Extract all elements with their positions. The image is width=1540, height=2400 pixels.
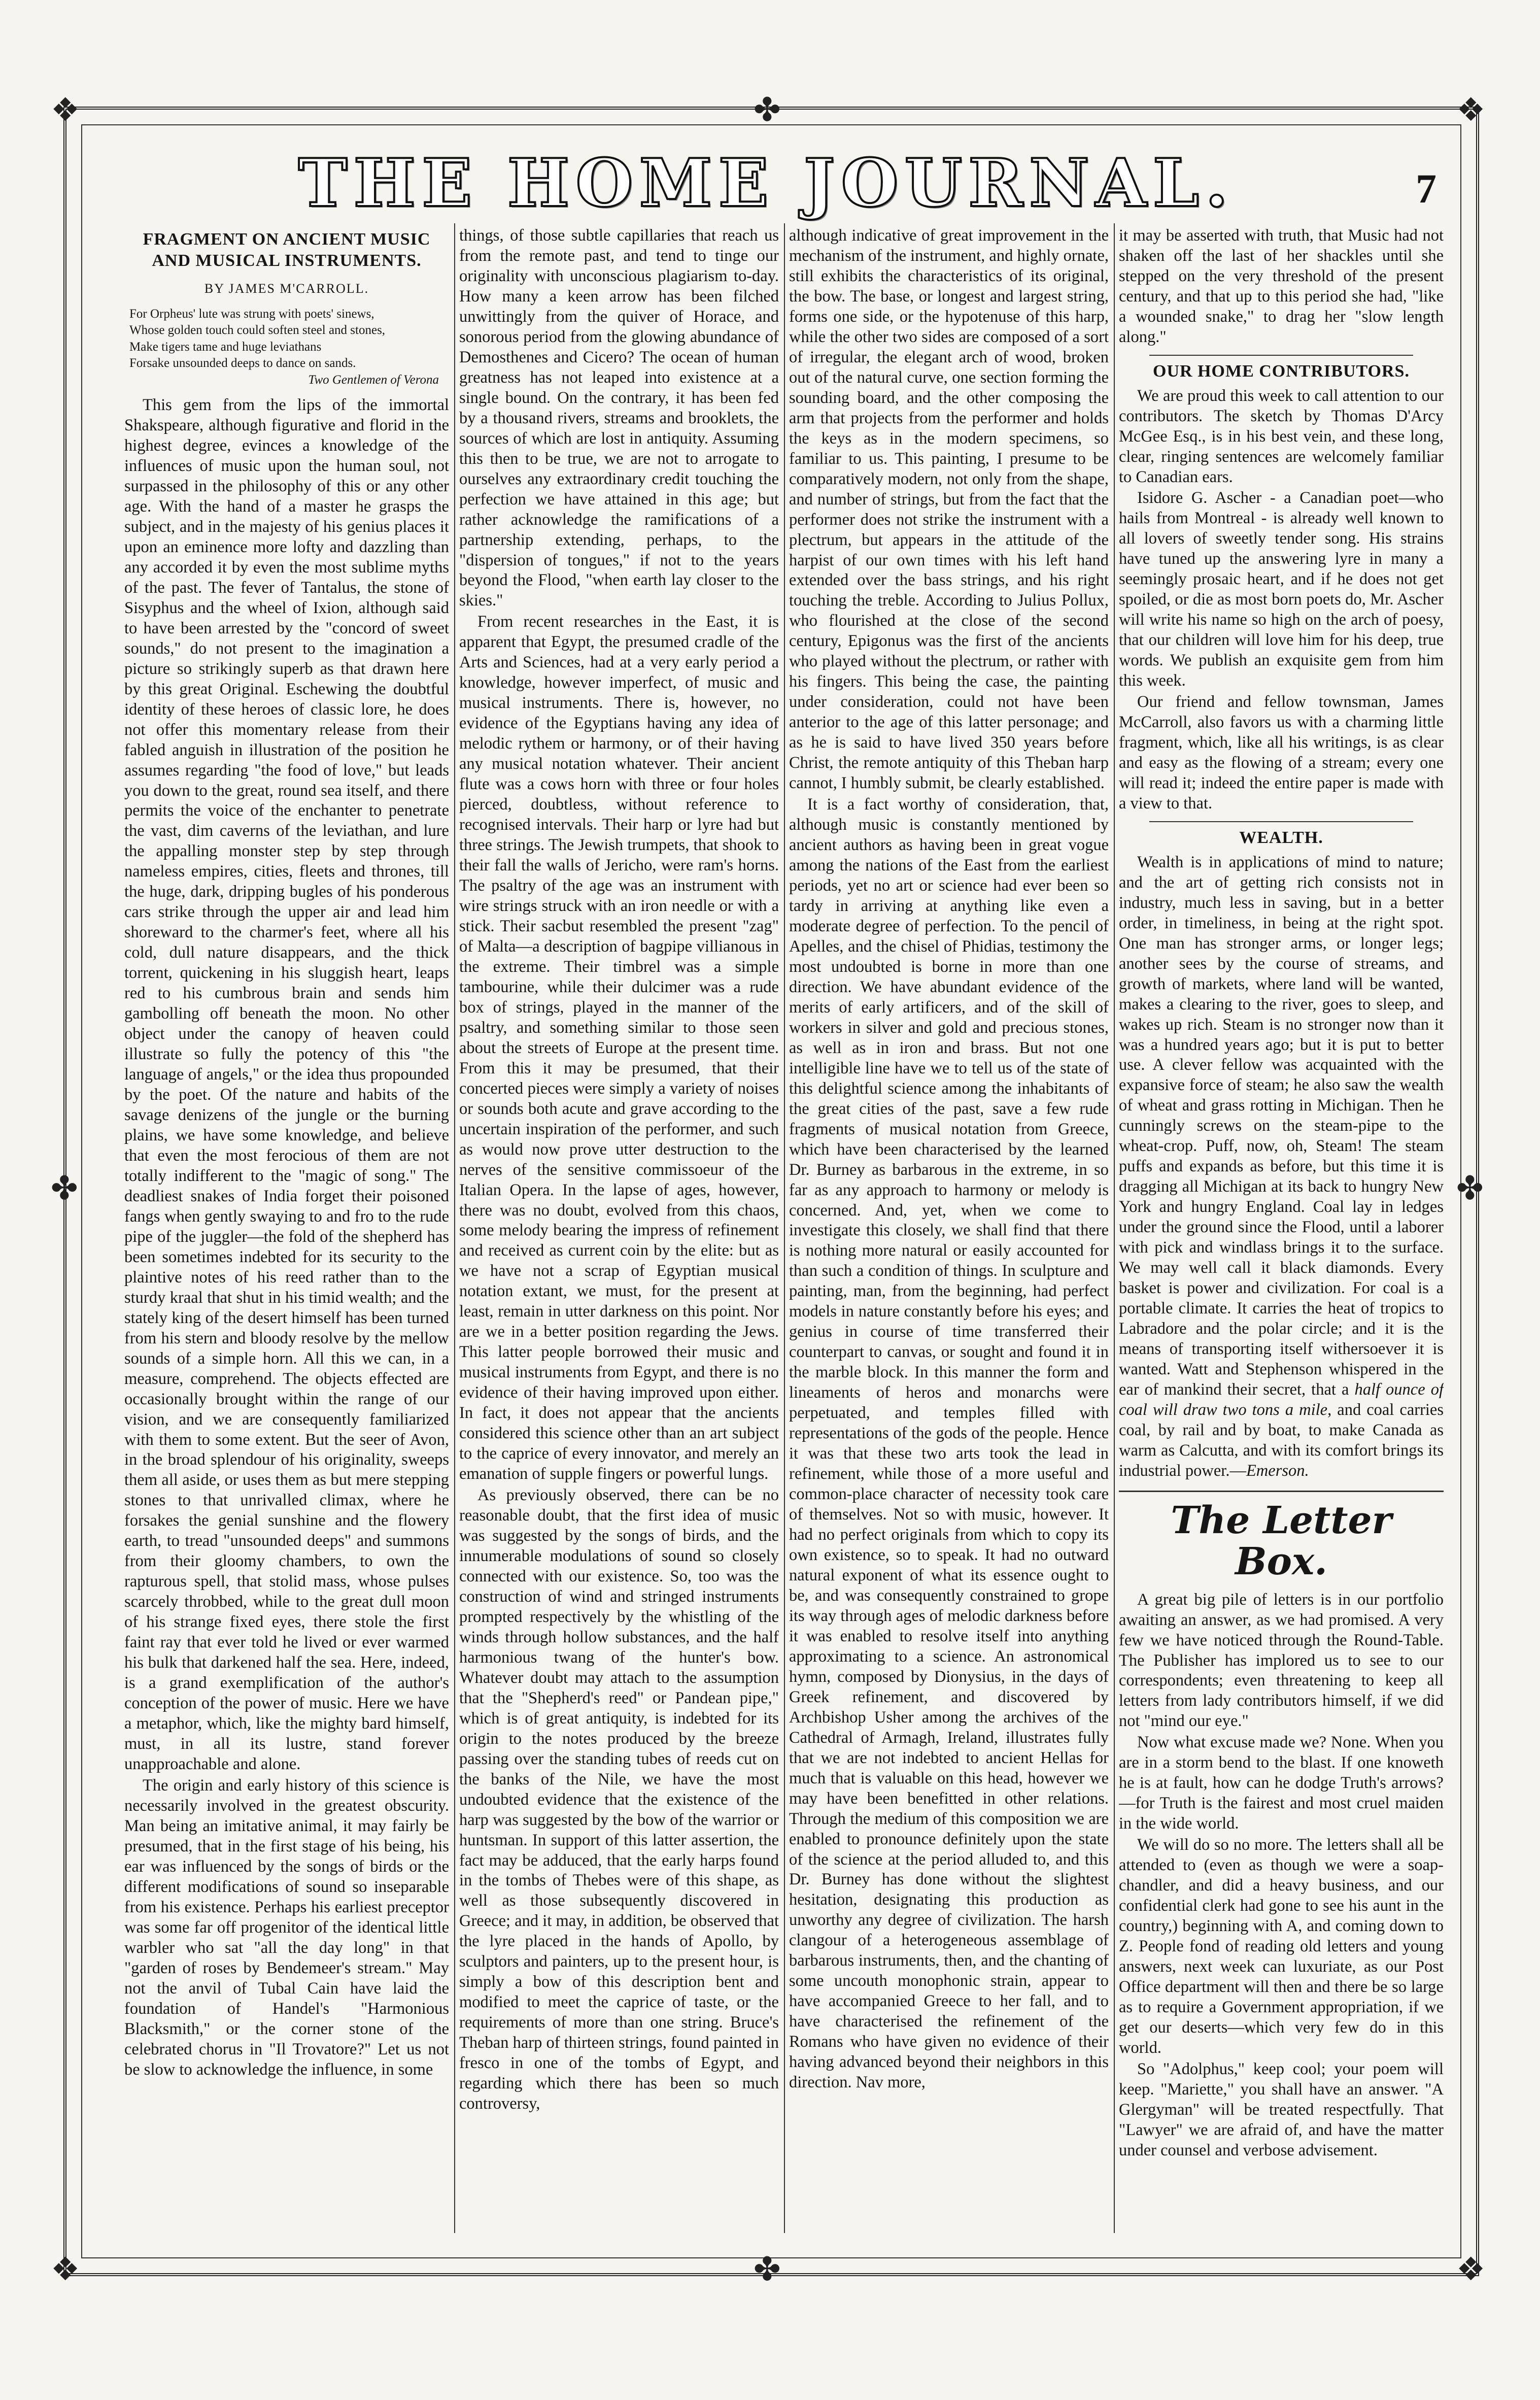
letter-box-paragraph: Now what excuse made we? None. When you are in a storm bend to the blast. If one knoweth he is at fault, how can he dodge Truth's arrows?—for Truth is the fairest and most cruel maiden in the wide world.	[1119, 1733, 1444, 1833]
section-heading-letter-box: The Letter Box.	[1171, 1498, 1392, 1584]
article-paragraph: The origin and early history of this science is necessarily involved in the greatest obscurity. Man being an imitative animal, it may fairly be presumed, that in the first stage of his being, his ear was influenced by the songs of birds or the different modifications of sound so inseparable from his existence. Perhaps his earliest preceptor was some far off progenitor of the identical little warbler who sat "all the day long" in that "garden of roses by Bendemeer's stream." May not the anvil of Tubal Cain have laid the foundation of Handel's "Harmonious Blacksmith," or the corner stone of the celebrated chorus in "Il Trovatore?" Let us not be slow to acknowledge the influence, in some	[124, 1776, 449, 2079]
contributors-paragraph: Our friend and fellow townsman, James McCarroll, also favors us with a charming little fragment, which, like all his writings, is as clear and easy as the flowing of a stream; every one will read it; indeed the entire paper is made with a view to that.	[1119, 693, 1444, 813]
article-title-line: FRAGMENT ON ANCIENT MUSIC	[143, 230, 431, 249]
corner-ornament-icon: ❖	[1456, 2251, 1486, 2288]
wealth-emphasis: half ounce of coal will draw two tons a mile	[1119, 1380, 1444, 1419]
article-byline: BY JAMES M'CARROLL.	[204, 281, 369, 296]
corner-ornament-icon: ❖	[51, 2251, 80, 2288]
masthead-title: THE HOME JOURNAL.	[298, 144, 1235, 222]
letter-box-paragraph: We will do so no more. The letters shall all be attended to (even as though we were a soap-chandler, and did a heavy business, and our confidential clerk had gone to see his aunt in the country,) beginning with A, and coming down to Z. People fond of reading old letters and young answers, next week can luxuriate, as our Post Office department will then and there be so large as to require a Government appropriation, if we get our deserts—which very few do in this world.	[1119, 1836, 1444, 2057]
article-title	[124, 229, 449, 272]
wealth-text: , and coal carries coal, by rail and by boat, to make Canada as warm as Calcutta, and with its comfort brings its industrial power.—	[1119, 1400, 1444, 1480]
verse-line: Make tigers tame and huge leviathans	[129, 340, 322, 354]
corner-ornament-icon: ❖	[51, 91, 80, 129]
article-paragraph: things, of those subtle capillaries that reach us from the remote past, and tend to tinge our originality with unconscious plagiarism to-day. How many a keen arrow has been filched unwittingly from the quiver of Horace, and sonorous period from the glowing abundance of Demosthenes and Cicero? The ocean of human greatness has not leaped into existence at a single bound. On the contrary, it has been fed by a thousand rivers, streams and brooklets, the sources of which are lost in antiquity. Assuming this then to be true, we are not to arrogate to ourselves any extraordinary credit touching the perfection we have attained in this age; but rather acknowledge the ramifications of a partnership extending, perhaps, to the "dispersion of tongues," if not to the years beyond the Flood, "when earth lay closer to the skies."	[459, 226, 779, 610]
column-4	[1119, 226, 1444, 2230]
article-paragraph: As previously observed, there can be no reasonable doubt, that the first idea of music was suggested by the songs of birds, and the innumerable modulations of sound so closely connected with our existence. So, too was the construction of wind and stringed instruments prompted respectively by the whistling of the winds through hollow substances, and the half harmonious twang of the hunter's bow. Whatever doubt may attach to the assumption that the "Shepherd's reed" or Pandean pipe," which is of great antiquity, is indebted for its origin to the notes produced by the breeze passing over the standing tubes of reeds cut on the banks of the Nile, we have the most undoubted evidence that the existence of the harp was suggested by the bow of the warrior or huntsman. In support of this latter assertion, the fact may be adduced, that the early harps found in the tombs of Thebes were of this shape, as well as those subsequently discovered in Greece; and it may, in addition, be observed that the lyre placed in the hands of Apollo, by sculptors and painters, up to the present hour, is simply a bow of this description bent and modified to meet the caprice of taste, or the requirements of more than one string. Bruce's Theban harp of thirteen strings, found painted in fresco in one of the tombs of Egypt, and regarding which there has been so much controversy,	[459, 1486, 779, 2113]
section-rule	[1119, 1491, 1444, 1492]
wealth-paragraph	[1119, 853, 1444, 1481]
article-paragraph: It is a fact worthy of consideration, that, although music is constantly mentioned by ancient authors as having been in great vogue among the nations of the East from the earliest periods, yet no art or science had ever been so tardy in arriving at anything like even a moderate degree of perfection. To the pencil of Apelles, and the chisel of Phidias, testimony the most undoubted is borne in more than one direction. We have abundant evidence of the merits of early artificers, and of the skill of workers in silver and gold and precious stones, as well as in iron and brass. But not one intelligible line have we to tell us of the state of this delightful science among the inhabitants of the great cities of the past, save a few rude fragments of musical notation from Greece, which have been characterised by the learned Dr. Burney as barbarous in the extreme, in so far as any approach to harmony or melody is concerned. And, yet, when we come to investigate this closely, we shall find that there is nothing more natural or easily accounted for than such a condition of things. In sculpture and painting, man, from the beginning, had perfect models in nature constantly before his eyes; and genius in course of time transferred their counterpart to canvas, or sought and found it in the marble block. In this manner the form and lineaments of heros and monarchs were perpetuated, and temples filled with representations of the gods of the people. Hence it was that these two arts took the lead in refinement, while those of a more useful and common-place character of necessity took care of themselves. Not so with music, however. It had no perfect originals from which to copy its own existence, so to speak. It had no outward natural exponent of what its essence ought to be, and was consequently constrained to grope its way through ages of melodic darkness before it was enabled to resolve itself into anything approximating to a science. An astronomical hymn, composed by Dionysius, in the days of Greek refinement, and discovered by Archbishop Usher among the archives of the Cathedral of Armagh, Ireland, illustrates fully that we are not indebted to ancient Hellas for much that is valuable on this head, however we may have been benefitted in other relations. Through the medium of this composition we are enabled to pronounce definitely upon the state of the science at the period alluded to, and this Dr. Burney has done without the slightest hesitation, designating this production as unworthy any degree of civilization. The harsh clangour of a heterogeneous assemblage of barbarous instruments, then, and the chanting of some uncouth monophonic strain, appear to have accompanied Greece to her fall, and to have characterised the refinement of the Romans who have given no evidence of their having advanced beyond their neighbors in this direction. Nav more,	[789, 795, 1109, 2092]
contributors-paragraph: Isidore G. Ascher - a Canadian poet—who hails from Montreal - is already well known to all lovers of sweetly tender song. His strains have tuned up the answering lyre in many a seemingly prosaic heart, and if he does not get spoiled, or die as most born poets do, Mr. Ascher will write his name so high on the arch of poesy, that our children will love him for his deep, true words. We publish an exquisite gem from him this week.	[1119, 489, 1444, 690]
verse-attribution: Two Gentlemen of Verona	[308, 373, 439, 387]
letter-box-paragraph: So "Adolphus," keep cool; your poem will keep. "Mariette," you shall have an answer. "A Glergyman" will be treated respectfully. That "Lawyer" we are afraid of, and have the matter under counsel and verbose advisement.	[1119, 2059, 1444, 2159]
column-rule	[454, 223, 455, 2233]
section-rule	[1149, 355, 1413, 356]
bottom-ornament-icon: ✤	[754, 2251, 781, 2288]
wealth-text: Wealth is in applications of mind to nature; and the art of getting rich consists not in industry, much less in saving, but in a better order, in timeliness, in being at the right spot. One man has stronger arms, or longer legs; another sees by the course of streams, and growth of markets, where land will be wanted, makes a clearing to the river, goes to sleep, and wakes up rich. Steam is no stronger now than it was a hundred years ago; but it is put to better use. A clever fellow was acquainted with the expansive force of steam; he also saw the wealth of wheat and grass rotting in Michigan. Then he cunningly screws on the steam-pipe to the wheat-crop. Puff, now, oh, Steam! The steam puffs and expands as before, but this time it is dragging all Michigan at its back to hungry New York and hungry England. Coal lay in ledges under the ground since the Flood, until a laborer with pick and windlass brings it to the surface. We may well call it black diamonds. Every basket is power and civilization. For coal is a portable climate. It carries the heat of tropics to Labradore and the polar circle; and it is the means of transporting itself withersoever it is wanted. Watt and Stephenson whispered in the ear of mankind their secret, that a	[1119, 853, 1444, 1399]
verse-line: Forsake unsounded deeps to dance on sands.	[129, 356, 356, 370]
article-paragraph: From recent researches in the East, it is apparent that Egypt, the presumed cradle of the Arts and Sciences, had at a very early period a knowledge, however imperfect, of music and musical instruments. There is, however, no evidence of the Egyptians having any idea of melodic rythem or harmony, or of their having any musical notation whatever. Their ancient flute was a cows horn with three or four holes pierced, doubtless, without reference to recognised intervals. Their harp or lyre had but three strings. The Jewish trumpets, that shook to their fall the walls of Jericho, were ram's horns. The psaltry of the age was an instrument with wire strings struck with an iron needle or with a stick. Their sacbut resembled the present "zag" of Malta—a description of bagpipe villianous in the extreme. Their timbrel was a simple tambourine, while their dulcimer was a rude box of strings, played in the manner of the psaltry, and something similar to those seen about the streets of Europe at the present time. From this it may be presumed, that their concerted pieces were simply a variety of noises or sounds both acute and grave according to the uncertain inspiration of the performer, and such as would now prove utter destruction to the nerves of the sensitive commissoeur of the Italian Opera. In the lapse of ages, however, there was no doubt, evolved from this chaos, some melody bearing the impress of refinement and received as current coin by the elite: but as we have not a scrap of Egyptian musical notation extant, we must, for the present at least, remain in utter darkness on this point. Nor are we in a better position regarding the Jews. This latter people borrowed their music and musical instruments from Egypt, and there is no evidence of their having improved upon either. In fact, it does not appear that the ancients considered this science other than an art subject to the caprice of every innovator, and merely an emanation of supple fingers or powerful lungs.	[459, 613, 779, 1483]
column-2	[459, 226, 779, 2230]
column-rule	[1114, 223, 1115, 2233]
article-paragraph: it may be asserted with truth, that Music had not shaken off the last of her shackles until she stepped on the very threshold of the present century, and that up to this period she had, "like a wounded snake," to drag her "slow length along."	[1119, 226, 1444, 346]
article-paragraph: This gem from the lips of the immortal Shakspeare, although figurative and florid in the highest degree, evinces a knowledge of the influences of music upon the human soul, not surpassed in the philosophy of this or any other age. With the hand of a master he grasps the subject, and in the majesty of his genius places it upon an eminence more lofty and dazzling than any accorded it by even the most sublime myths of the past. The fever of Tantalus, the stone of Sisyphus and the wheel of Ixion, although said to have been arrested by the "concord of sweet sounds," do not present to the imagination a picture so strikingly superb as that drawn here by this great Original. Eschewing the doubtful identity of these heroes of classic lore, he does not offer this momentary release from their fabled anguish in illustration of the position he assumes regarding "the food of love," but leads you down to the great, round sea itself, and there permits the voice of the enchanter to penetrate the vast, dim caverns of the leviathan, and lure the appalling monster step by step through nameless empires, cities, fleets and thrones, till the huge, dark, dripping bugles of his ponderous cars strike through the upper air and lead him shoreward to the charmer's feet, where all his cold, dull nature disappears, and the thick torrent, quickening in his sluggish heart, leaps red to his cumbrous brain and sends him gambolling off beneath the moon. No other object under the canopy of heaven could illustrate so fully the potency of this "the language of angels," or the idea thus propounded by the poet. Of the nature and habits of the savage denizens of the jungle or the burning plains, we have some knowledge, and believe that even the most ferocious of them are not totally indifferent to the "magic of song." The deadliest snakes of India forget their poisoned fangs when gently swaying to and fro to the rude pipe of the juggler—the fold of the shepherd has been sometimes indebted for its security to the plaintive notes of his reed rather than to the sturdy kraal that shut in his timid wealth; and the stately king of the desert himself has been turned from his stern and bloody resolve by the mellow sounds of a simple horn. All this we can, in a measure, comprehend. The objects effected are occasionally brought within the range of our vision, and we are consequently familiarized with them to some extent. But the seer of Avon, in the broad splendour of his originality, sweeps them all aside, or uses them as but mere stepping stones to that unrivalled climax, where he forsakes the genial sunshine and the flowery earth, to tread "unsounded deeps" and summons from their gloomy chambers, to own the rapturous spell, that stolid mass, whose pulses scarcely throbbed, while to the great dull moon of his strange fixed eyes, there stole the first faint ray that ever told he lived or ever warmed his bulk that darkened half the sea. Here, indeed, is a grand exemplification of the author's conception of the power of music. Here we have a metaphor, which, like the mighty bard himself, must, in all its lustre, stand forever unapproachable and alone.	[124, 396, 449, 1773]
side-ornament-icon: ✤	[51, 1170, 78, 1207]
section-heading-contributors: OUR HOME CONTRIBUTORS.	[1153, 361, 1410, 381]
corner-ornament-icon: ❖	[1456, 91, 1486, 129]
article-title-line: AND MUSICAL INSTRUMENTS.	[152, 251, 422, 270]
verse-line: For Orpheus' lute was strung with poets' sinews,	[129, 307, 374, 321]
side-ornament-icon: ✤	[1456, 1170, 1484, 1207]
column-rule	[784, 223, 785, 2233]
section-rule	[1149, 821, 1413, 822]
column-1	[124, 226, 449, 2230]
article-paragraph: although indicative of great improvement in the mechanism of the instrument, and highly ornate, still exhibits the characteristics of its original, the bow. The base, or longest and largest string, forms one side, or the hypotenuse of this harp, while the other two sides are composed of a sort of irregular, the elegant arch of wood, broken out of the natural curve, one section forming the sounding board, and the other composing the arm that projects from the performer and holds the keys as in the modern specimens, so familiar to us. This painting, I presume to be comparatively modern, not only from the shape, and number of strings, but from the fact that the performer does not strike the instrument with a plectrum, but appears in the attitude of the harpist of our own times with his left hand extended over the bass strings, and his right touching the treble. According to Julius Pollux, who flourished at the close of the second century, Epigonus was the first of the ancients who played without the plectrum, or rather with his fingers. This being the case, the painting under consideration, could not have been anterior to the age of this latter personage; and as he is said to have lived 350 years before Christ, the remote antiquity of this Theban harp cannot, I humbly submit, be clearly established.	[789, 226, 1109, 793]
epigraph-verse	[129, 306, 449, 389]
section-heading-wealth: WEALTH.	[1239, 828, 1323, 847]
wealth-attribution: Emerson.	[1246, 1461, 1309, 1480]
verse-line: Whose golden touch could soften steel and stones,	[129, 323, 386, 337]
page-number: 7	[1416, 165, 1436, 212]
column-3	[789, 226, 1109, 2230]
masthead	[183, 145, 1350, 221]
letter-box-paragraph: A great big pile of letters is in our portfolio awaiting an answer, as we had promised. A very few we have noticed through the Round-Table. The Publisher has implored us to see to our correspondents; even threatening to keep all letters from lady contributors himself, if we did not "mind our eye."	[1119, 1590, 1444, 1731]
contributors-paragraph: We are proud this week to call attention to our contributors. The sketch by Thomas D'Arcy McGee Esq., is in his best vein, and these long, clear, ringing sentences are welcomely familiar to Canadian ears.	[1119, 386, 1444, 486]
top-ornament-icon: ✤	[754, 91, 781, 129]
